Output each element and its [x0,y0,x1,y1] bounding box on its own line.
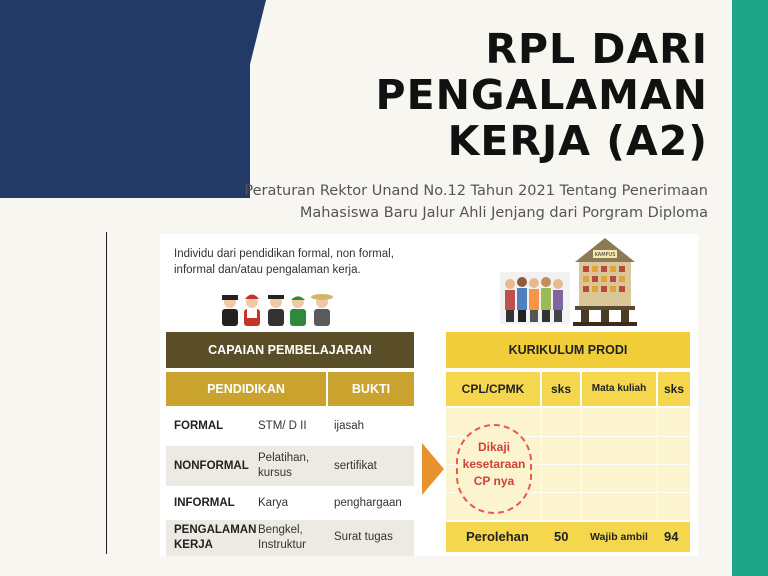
row-institution: Bengkel, Instruktur [258,524,306,551]
table-row [166,520,414,556]
intro-text: Individu dari pendidikan formal, non formal, informal dan/atau pengalaman kerja. [174,248,394,276]
col-header-sks: sks [542,372,580,406]
row-proof: ijasah [334,420,365,432]
row-type: INFORMAL [174,497,235,509]
wajib-label: Wajib ambil [590,531,648,543]
perolehan-sks: 50 [554,529,569,544]
students-group-icon [500,272,570,324]
bukti-header: BUKTI [328,372,414,406]
row-type: FORMAL [174,420,224,432]
row-institution: STM/ D II [258,420,307,432]
col-header-matakuliah: Mata kuliah [582,372,656,406]
title-line: RPL DARI [485,25,708,73]
title-line: PENGALAMAN [375,71,708,119]
table-row [166,488,414,518]
perolehan-row [446,522,690,552]
row-type: NONFORMAL [174,460,249,472]
row-proof: penghargaan [334,497,402,509]
row-institution: Karya [258,497,289,509]
title-line: KERJA (A2) [447,117,708,165]
subtitle-line: Peraturan Rektor Unand No.12 Tahun 2021 Tentang Penerimaan [244,183,708,199]
table-row [166,446,414,486]
vertical-divider [106,232,107,554]
campus-label: KAMPUS [594,252,616,258]
row-proof: Surat tugas [334,531,393,543]
slide-subtitle [188,180,708,224]
capaian-header: CAPAIAN PEMBELAJARAN [166,332,414,368]
col-header-cpl: CPL/CPMK [446,372,540,406]
row-institution: Pelatihan, kursus [258,452,310,479]
subtitle-line: Mahasiswa Baru Jalur Ahli Jenjang dari Porgram Diploma [299,205,708,221]
row-type: PENGALAMAN KERJA [174,524,257,551]
kurikulum-header: KURIKULUM PRODI [446,332,690,368]
rpl-figure [160,234,698,556]
row-proof: sertifikat [334,460,377,472]
campus-building-icon [573,236,637,328]
perolehan-label: Perolehan [466,529,529,544]
teal-side-bar [732,0,768,576]
slide-title [348,26,708,164]
wajib-sks: 94 [664,529,679,544]
dikaji-text: Dikaji kesetaraan CP nya [462,440,526,488]
col-header-sks: sks [658,372,690,406]
arrow-right-icon [422,443,444,495]
pendidikan-header: PENDIDIKAN [166,372,326,406]
table-row [166,408,414,444]
people-group-icon [218,292,348,328]
